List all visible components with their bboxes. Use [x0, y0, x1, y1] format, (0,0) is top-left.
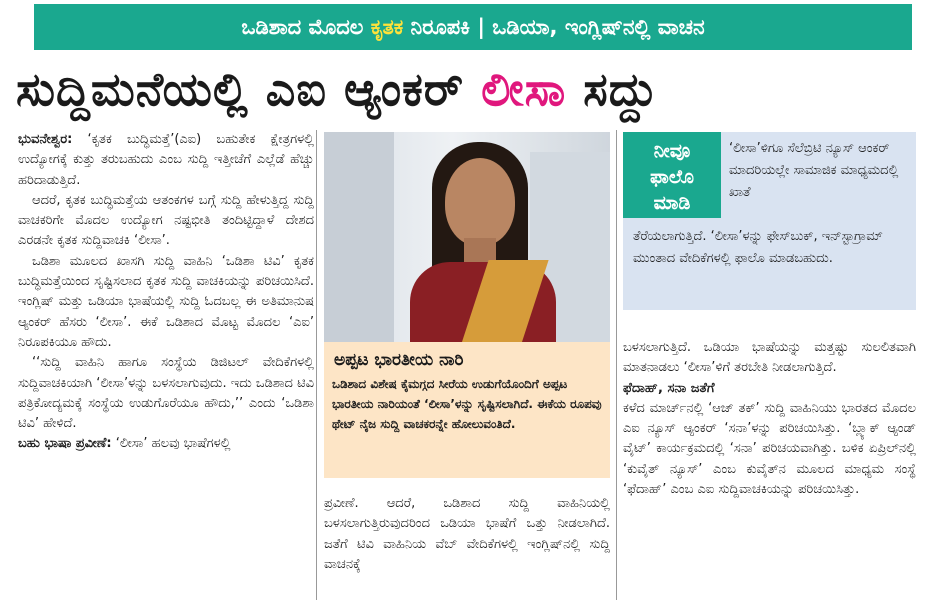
subhead-text: ‘ಲೀಸಾ’ ಹಲವು ಭಾಷೆಗಳಲ್ಲಿ [111, 436, 231, 452]
left-column [18, 130, 314, 600]
photo-caption-box [324, 342, 610, 478]
left-subhead-line [18, 434, 314, 454]
headline [16, 54, 920, 124]
subhead-fedaha-sana: ಫೆದಾಹ್, ಸನಾ ಜತೆಗೆ [623, 380, 715, 396]
headline-highlight: ಲೀಸಾ [481, 62, 567, 116]
right-paragraph-1: ಬಳಸಲಾಗುತ್ತಿದೆ. ಒಡಿಯಾ ಭಾಷೆಯನ್ನು ಮತ್ತಷ್ಟು ಸುಲಲಿತವಾಗಿ ಮಾತನಾಡಲು ‘ಲೀಸಾ’ಳಿಗೆ ತರಬೇತಿ ನೀಡಲಾಗುತ್ತಿದೆ. [623, 340, 916, 376]
left-paragraph-4: ‘‘ಸುದ್ದಿ ವಾಹಿನಿ ಹಾಗೂ ಸಂಸ್ಥೆಯ ಡಿಜಿಟಲ್ ವೇದಿಕೆಗಳಲ್ಲಿ ಸುದ್ದಿವಾಚಕಿಯಾಗಿ ‘ಲೀಸಾ’ಳನ್ನು ಬಳಸಲಾಗುವುದು. ಇದು ಒಡಿಶಾದ ಟಿವಿ ಪತ್ರಿಕೋದ್ಯಮಕ್ಕೆ ಸಂಸ್ಥೆಯ ಉಡುಗೊರೆಯೂ ಹೌದು,’’ ಎಂದು ‘ಒಡಿಶಾ ಟಿವಿ’ ಹೇಳಿದೆ. [18, 355, 314, 432]
photo-background-left [324, 132, 394, 342]
left-paragraph-3: ಒಡಿಶಾ ಮೂಲದ ಖಾಸಗಿ ಸುದ್ದಿ ವಾಹಿನಿ ‘ಒಡಿಶಾ ಟಿವಿ’ ಕೃತಕ ಬುದ್ಧಿಮತ್ತೆಯಿಂದ ಸೃಷ್ಟಿಸಲಾದ ಕೃತಕ ಸುದ್ದಿ ವಾಚಕಿಯನ್ನು ಪರಿಚಯಿಸಿದೆ. ಇಂಗ್ಲಿಷ್ ಮತ್ತು ಒಡಿಯಾ ಭಾಷೆಯಲ್ಲಿ ಸುದ್ದಿ ಓದಬಲ್ಲ ಈ ಅತಿಮಾನುಷ ಆ್ಯಂಕರ್ ಹೆಸರು ‘ಲೀಸಾ’. ಈಕೆ ಒಡಿಶಾದ ಮೊಟ್ಟ ಮೊದಲ ‘ಎಐ’ ನಿರೂಪಕಿಯೂ ಹೌದು. [18, 253, 314, 350]
dateline: ಭುವನೇಶ್ವರ: [18, 132, 73, 147]
middle-paragraph: ಪ್ರವೀಣೆ. ಆದರೆ, ಒಡಿಶಾದ ಸುದ್ದಿ ವಾಹಿನಿಯಲ್ಲಿ ಬಳಸಲಾಗುತ್ತಿರುವುದರಿಂದ ಒಡಿಯಾ ಭಾಷೆಗೆ ಒತ್ತು ನೀಡಲಾಗಿದೆ. ಜತೆಗೆ ಟಿವಿ ವಾಹಿನಿಯ ವೆಬ್ ವೇದಿಕೆಗಳಲ್ಲಿ ಇಂಗ್ಲಿಷ್‌ನಲ್ಲಿ ಸುದ್ದಿ ವಾಚನಕ್ಕೆ [324, 496, 610, 572]
follow-title-line-2: ಫಾಲೊ [649, 166, 695, 188]
headline-text-2: ಸದ್ದು [566, 62, 659, 116]
anchor-photo [324, 132, 610, 342]
column-divider-right [616, 130, 617, 600]
top-banner [34, 4, 912, 50]
headline-text-1: ಸುದ್ದಿಮನೆಯಲ್ಲಿ ಎಐ ಆ್ಯಂಕರ್ [16, 62, 482, 116]
column-divider-left [316, 130, 317, 600]
middle-column [324, 494, 610, 600]
photo-face [445, 158, 515, 246]
follow-box-title [623, 132, 721, 218]
caption-text: ಒಡಿಶಾದ ವಿಶೇಷ ಕೈಮಗ್ಗದ ಸೀರೆಯ ಉಡುಗೆಯೊಂದಿಗೆ ಅಪ್ಪಟ ಭಾರತೀಯ ನಾರಿಯಂತೆ ‘ಲೀಸಾ’ಳನ್ನು ಸೃಷ್ಟಿಸಲಾಗಿದೆ. ಈಕೆಯ ರೂಪವು ಥೇಟ್ ನೈಜ ಸುದ್ದಿ ವಾಚಕರನ್ನೇ ಹೋಲುವಂತಿದೆ. [332, 377, 602, 431]
left-paragraph-2: ಆದರೆ, ಕೃತಕ ಬುದ್ಧಿಮತ್ತೆಯ ಆತಂಕಗಳ ಬಗ್ಗೆ ಸುದ್ದಿ ಹೇಳುತ್ತಿದ್ದ ಸುದ್ದಿ ವಾಚಕರಿಗೇ ಮೊದಲ ಉದ್ಯೋಗ ನಷ್ಟಭೀತಿ ತಂದಿಟ್ಟಿದ್ದಾಳೆ ದೇಶದ ಎರಡನೇ ಕೃತಕ ಸುದ್ದಿವಾಚಕಿ ‘ಲೀಸಾ’. [18, 192, 314, 249]
follow-box-text-top: ‘ಲೀಸಾ’ಳಿಗೂ ಸೆಲೆಬ್ರಿಟಿ ನ್ಯೂಸ್ ಆಂಕರ್ ಮಾದರಿಯಲ್ಲೇ ಸಾಮಾಜಿಕ ಮಾಧ್ಯಮದಲ್ಲಿ ಖಾತೆ [729, 141, 899, 200]
follow-title-line-3: ಮಾಡಿ [653, 192, 691, 214]
banner-text-1: ಒಡಿಶಾದ ಮೊದಲ [241, 15, 371, 39]
left-paragraph-1-text: ‘ಕೃತಕ ಬುದ್ಧಿಮತ್ತೆ’(ಎಐ) ಬಹುತೇಕ ಕ್ಷೇತ್ರಗಳಲ್ಲಿ ಉದ್ಯೋಗಕ್ಕೆ ಕುತ್ತು ತರುಬಹುದು ಎಂಬ ಸುದ್ದಿ ಇತ್ತೀಚೆಗೆ ಎಲ್ಲೆಡೆ ಹೆಚ್ಚು ಹರಿದಾಡುತ್ತಿದೆ. [18, 132, 314, 188]
right-paragraph-2: ಕಳೆದ ಮಾರ್ಚ್‌ನಲ್ಲಿ ‘ಆಜ್ ತಕ್’ ಸುದ್ದಿ ವಾಹಿನಿಯು ಭಾರತದ ಮೊದಲ ಎಐ ನ್ಯೂಸ್ ಆ್ಯಂಕರ್ ‘ಸನಾ’ಳನ್ನು ಪರಿಚಯಿಸಿತ್ತು. ‘ಬ್ಲ್ಯಾಕ್ ಆ್ಯಂಡ್ ವೈಟ್’ ಕಾರ್ಯಕ್ರಮದಲ್ಲಿ ‘ಸನಾ’ ಪರಿಚಯವಾಗಿತ್ತು. ಬಳಿಕ ಏಪ್ರಿಲ್‌ನಲ್ಲಿ ‘ಕುವೈತ್ ನ್ಯೂಸ್’ ಎಂಬ ಕುವೈತ್‌ನ ಮೂಲದ ಮಾಧ್ಯಮ ಸಂಸ್ಥೆ ‘ಫೆದಾಹ್’ ಎಂಬ ಎಐ ಸುದ್ದಿವಾಚಕಿಯನ್ನು ಪರಿಚಯಿಸಿತ್ತು. [623, 400, 916, 498]
banner-text-2: ನಿರೂಪಕಿ | ಒಡಿಯಾ, ಇಂಗ್ಲಿಷ್‌ನಲ್ಲಿ ವಾಚನ [403, 15, 705, 39]
caption-title: ಅಪ್ಪಟ ಭಾರತೀಯ ನಾರಿ [334, 350, 464, 370]
follow-title-line-1: ನೀವೂ [653, 140, 691, 162]
follow-box-text-bottom: ತೆರೆಯಲಾಗುತ್ತಿದೆ. ‘ಲೀಸಾ’ಳನ್ನು ಫೇಸ್‌ಬುಕ್, ಇನ್‌ಸ್ಟಾಗ್ರಾಮ್ ಮುಂತಾದ ವೇದಿಕೆಗಳಲ್ಲಿ ಫಾಲೊ ಮಾಡಬಹುದು. [633, 229, 883, 266]
right-column [623, 338, 916, 600]
left-paragraph-1 [18, 130, 314, 191]
subhead-multilingual: ಬಹು ಭಾಷಾ ಪ್ರವೀಣೆ: [18, 436, 112, 452]
banner-highlight: ಕೃತಕ [370, 15, 404, 39]
